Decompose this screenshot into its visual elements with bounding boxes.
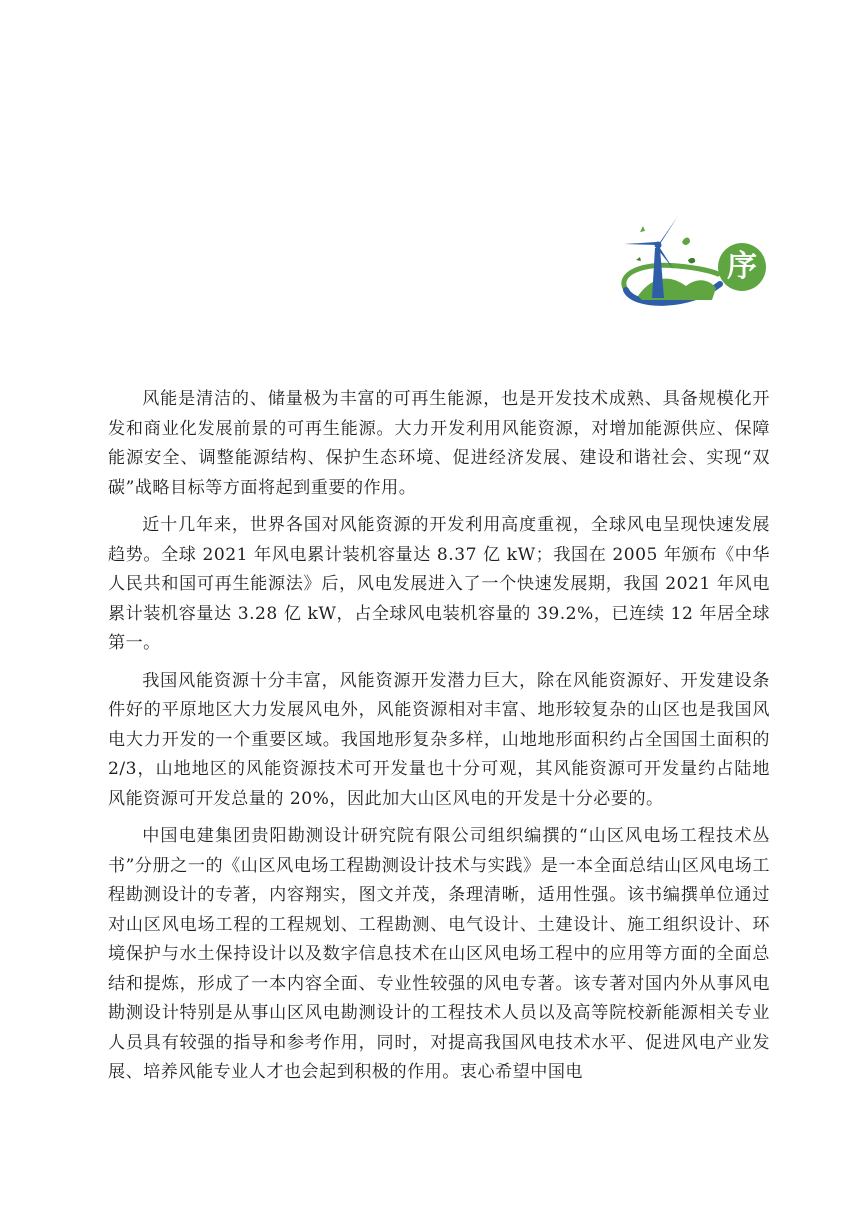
paragraph: 中国电建集团贵阳勘测设计研究院有限公司组织编撰的“山区风电场工程技术丛书”分册之一的《山区风电场工程勘测设计技术与实践》是一本全面总结山区风电场工程勘测设计的专著，内容翔实，图文并茂，条理清晰，适用性强。该书编撰单位通过对山区风电场工程的工程规划、工程勘测、电气设计、土建设计、施工组织设计、环境保护与水土保持设计以及数字信息技术在山区风电场工程中的应用等方面的全面总结和提炼，形成了一本内容全面、专业性较强的风电专著。该专著对国内外从事风电勘测设计特别是从事山区风电勘测设计的工程技术人员以及高等院校新能源相关专业人员具有较强的指导和参考作用，同时，对提高我国风电技术水平、促进风电产业发展、培养风能专业人才也会起到积极的作用。衷心希望中国电 — [108, 826, 770, 1082]
paragraph: 我国风能资源十分丰富，风能资源开发潜力巨大，除在风能资源好、开发建设条件好的平原地区大力发展风电外，风能资源相对丰富、地形较复杂的山区也是我国风电大力开发的一个重要区域。我国地形复杂多样，山地地形面积约占全国国土面积的 2/3，山地地区的风能资源技术可开发量也十分可观，其风能资源可开发量约占陆地风能资源可开发总量的 20%，因此加大山区风电的开发是十分必要的。 — [108, 670, 770, 809]
section-heading-char: 序 — [727, 249, 757, 284]
paragraph: 风能是清洁的、储量极为丰富的可再生能源，也是开发技术成熟、具备规模化开发和商业化发展前景的可再生能源。大力开发利用风能资源，对增加能源供应、保障能源安全、调整能源结构、保护生态环境、促进经济发展、建设和谐社会、实现“双碳”战略目标等方面将起到重要的作用。 — [108, 389, 770, 498]
preface-body — [108, 385, 770, 1096]
paragraph: 近十几年来，世界各国对风能资源的开发利用高度重视，全球风电呈现快速发展趋势。全球 2021 年风电累计装机容量达 8.37 亿 kW；我国在 2005 年颁布《中华人民共和国可再生能源法》后，风电发展进入了一个快速发展期，我国 2021 年风电累计装机容量达 3.28 亿 kW，占全球风电装机容量的 39.2%，已连续 12 年居全球第一。 — [108, 515, 770, 653]
